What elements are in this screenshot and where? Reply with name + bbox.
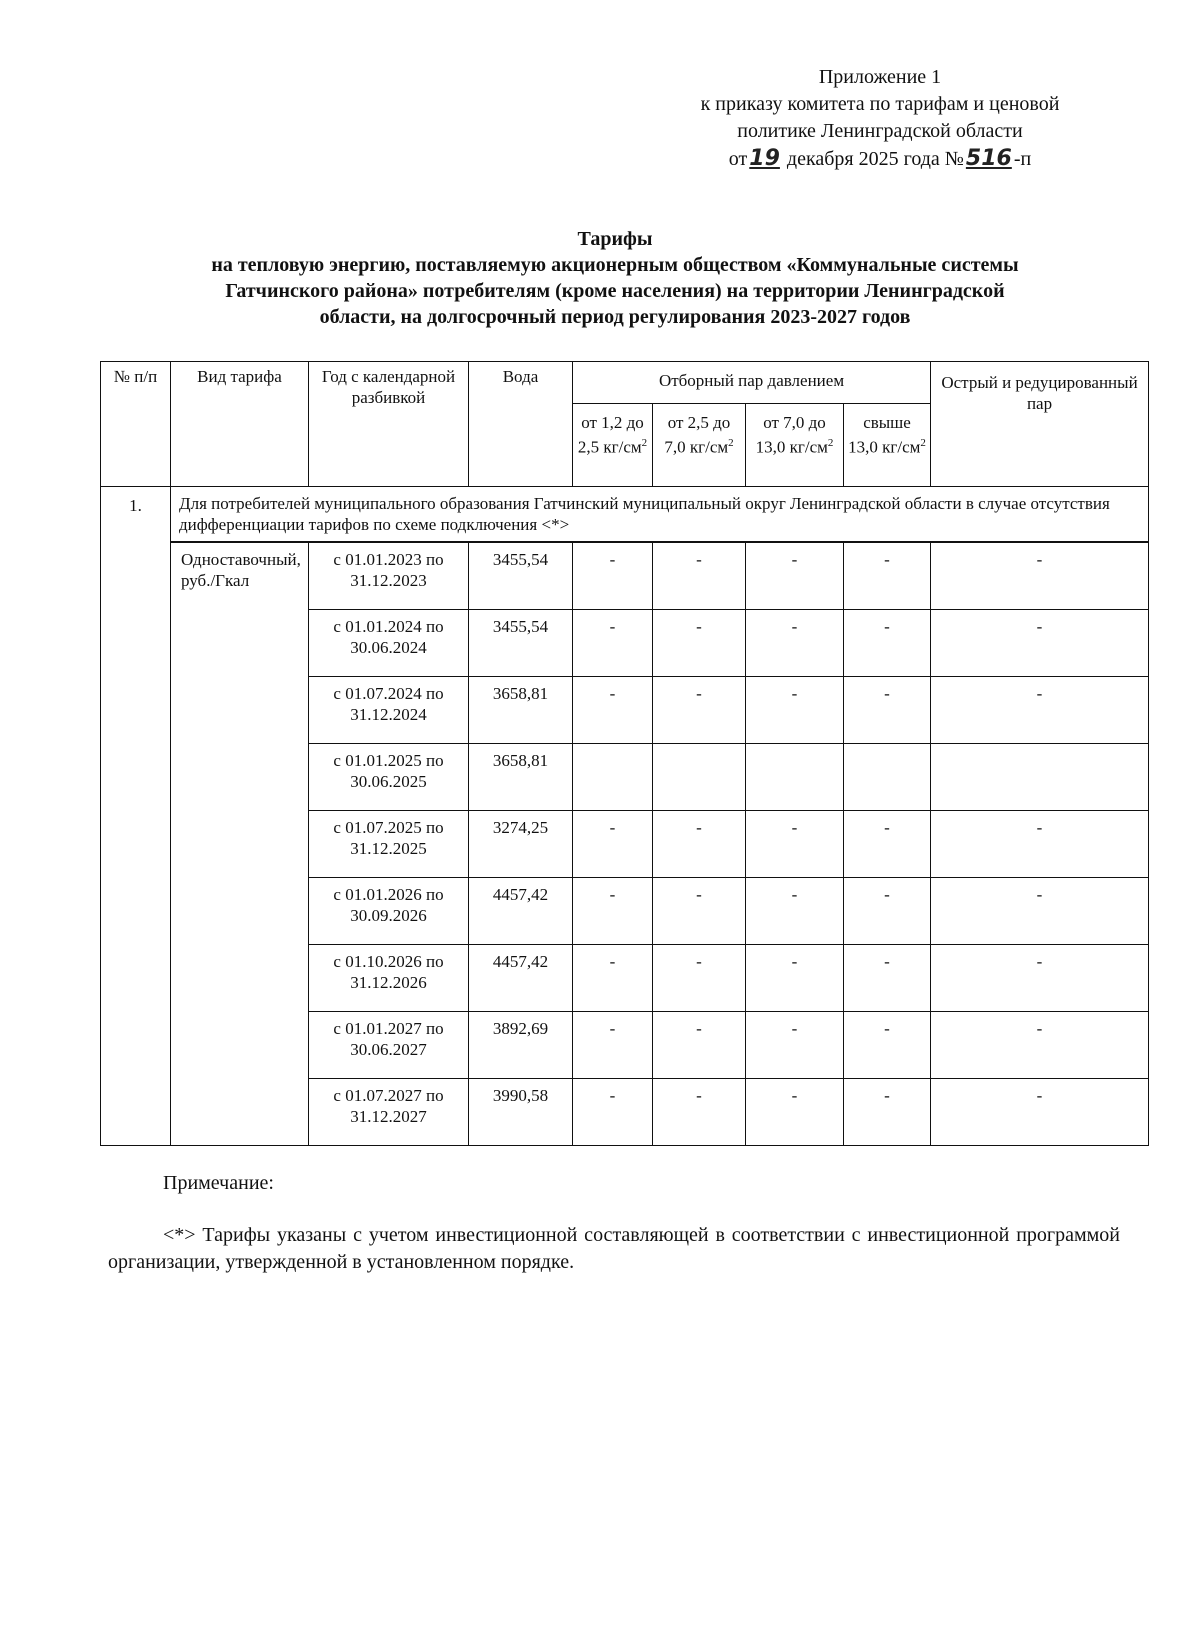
- p2-cell: [653, 744, 746, 811]
- p1-cell: -: [573, 811, 653, 878]
- p1-cell: -: [573, 543, 653, 610]
- p4-cell: -: [844, 610, 931, 677]
- annex-line-2: к приказу комитета по тарифам и ценовой: [700, 93, 1060, 115]
- header-pressure-3-text: от 7,0 до 13,0 кг/см: [755, 413, 828, 457]
- header-pressure-2-sup: 2: [728, 437, 734, 449]
- tariff-table: [100, 361, 1149, 1146]
- handwritten-number: 516: [965, 146, 1012, 171]
- header-sharp-steam: Острый и редуцированный пар: [931, 362, 1149, 487]
- p1-cell: -: [573, 1079, 653, 1146]
- p2-cell: -: [653, 677, 746, 744]
- water-cell: 3892,69: [469, 1012, 573, 1079]
- period-cell: с 01.01.2024 по 30.06.2024: [309, 610, 469, 677]
- consumer-group-note: Для потребителей муниципального образования Гатчинский муниципальный округ Ленинградской области в случае отсутствия дифференциации тарифов по схеме подключения <*>: [171, 487, 1149, 542]
- sharp-cell: -: [931, 543, 1149, 610]
- header-pressure-1: [573, 404, 653, 487]
- water-cell: 3274,25: [469, 811, 573, 878]
- header-pressure-2: [653, 404, 746, 487]
- number-suffix: -п: [1013, 148, 1032, 170]
- period-cell: с 01.01.2026 по 30.09.2026: [309, 878, 469, 945]
- title-line-4: области, на долгосрочный период регулирования 2023-2027 годов: [319, 306, 911, 328]
- row-number: 1.: [101, 487, 171, 1146]
- p4-cell: -: [844, 1079, 931, 1146]
- p3-cell: -: [746, 677, 844, 744]
- p4-cell: -: [844, 1012, 931, 1079]
- p3-cell: [746, 744, 844, 811]
- sharp-cell: -: [931, 1012, 1149, 1079]
- p2-cell: -: [653, 811, 746, 878]
- annex-date-line: [620, 145, 1140, 173]
- remark-heading: Примечание:: [163, 1172, 274, 1194]
- period-cell: с 01.01.2023 по 31.12.2023: [309, 543, 469, 610]
- header-pressure-1-sup: 2: [641, 437, 648, 449]
- p1-cell: -: [573, 878, 653, 945]
- p4-cell: -: [844, 543, 931, 610]
- header-type: Вид тарифа: [171, 362, 309, 487]
- table-row: [101, 543, 1149, 610]
- annex-header: [620, 64, 1140, 173]
- header-pressure-4: [844, 404, 931, 487]
- period-cell: с 01.07.2027 по 31.12.2027: [309, 1079, 469, 1146]
- p2-cell: -: [653, 945, 746, 1012]
- p3-cell: -: [746, 610, 844, 677]
- header-pressure-2-text: от 2,5 до 7,0 кг/см: [664, 413, 731, 457]
- p1-cell: -: [573, 610, 653, 677]
- p3-cell: -: [746, 1012, 844, 1079]
- header-pressure-4-text: свыше 13,0 кг/см: [848, 413, 921, 457]
- header-num: № п/п: [101, 362, 171, 487]
- sharp-cell: -: [931, 1079, 1149, 1146]
- header-pressure-3-sup: 2: [827, 437, 834, 449]
- p4-cell: -: [844, 878, 931, 945]
- annex-line-3: политике Ленинградской области: [737, 120, 1023, 142]
- tariff-type: Одноставочный, руб./Гкал: [171, 543, 309, 1146]
- water-cell: 3455,54: [469, 610, 573, 677]
- annex-line-1: Приложение 1: [818, 66, 942, 88]
- title-line-1: Тарифы: [577, 228, 653, 250]
- p2-cell: -: [653, 878, 746, 945]
- water-cell: 3990,58: [469, 1079, 573, 1146]
- p1-cell: -: [573, 677, 653, 744]
- date-prefix: от: [728, 148, 748, 170]
- p2-cell: -: [653, 1079, 746, 1146]
- remark-text: <*> Тарифы указаны с учетом инвестиционной составляющей в соответствии с инвестиционной программой организации, утвержденной в установленном порядке.: [108, 1224, 1120, 1273]
- period-cell: с 01.07.2024 по 31.12.2024: [309, 677, 469, 744]
- p4-cell: -: [844, 677, 931, 744]
- sharp-cell: -: [931, 878, 1149, 945]
- title-line-2: на тепловую энергию, поставляемую акционерным обществом «Коммунальные системы: [211, 254, 1019, 276]
- p4-cell: [844, 744, 931, 811]
- header-water: Вода: [469, 362, 573, 487]
- sharp-cell: -: [931, 677, 1149, 744]
- p3-cell: -: [746, 945, 844, 1012]
- p2-cell: -: [653, 543, 746, 610]
- period-cell: с 01.07.2025 по 31.12.2025: [309, 811, 469, 878]
- header-pressure-3: [746, 404, 844, 487]
- p4-cell: -: [844, 811, 931, 878]
- p1-cell: -: [573, 945, 653, 1012]
- period-cell: с 01.10.2026 по 31.12.2026: [309, 945, 469, 1012]
- sharp-cell: -: [931, 811, 1149, 878]
- header-pressure-4-sup: 2: [920, 437, 926, 449]
- p2-cell: -: [653, 1012, 746, 1079]
- sharp-cell: -: [931, 610, 1149, 677]
- p2-cell: -: [653, 610, 746, 677]
- title-line-3: Гатчинского района» потребителям (кроме населения) на территории Ленинградской: [225, 280, 1005, 302]
- water-cell: 4457,42: [469, 878, 573, 945]
- p3-cell: -: [746, 878, 844, 945]
- p3-cell: -: [746, 811, 844, 878]
- p3-cell: -: [746, 1079, 844, 1146]
- header-steam-group: Отборный пар давлением: [573, 362, 931, 404]
- header-pressure-1-text: от 1,2 до 2,5 кг/см: [577, 413, 644, 457]
- water-cell: 3455,54: [469, 543, 573, 610]
- header-year: Год с календарной разбивкой: [309, 362, 469, 487]
- water-cell: 4457,42: [469, 945, 573, 1012]
- period-cell: с 01.01.2025 по 30.06.2025: [309, 744, 469, 811]
- date-mid: декабря 2025 года №: [786, 148, 964, 170]
- sharp-cell: -: [931, 945, 1149, 1012]
- period-cell: с 01.01.2027 по 30.06.2027: [309, 1012, 469, 1079]
- p1-cell: [573, 744, 653, 811]
- water-cell: 3658,81: [469, 744, 573, 811]
- document-title: [105, 226, 1125, 330]
- p3-cell: -: [746, 543, 844, 610]
- p1-cell: -: [573, 1012, 653, 1079]
- water-cell: 3658,81: [469, 677, 573, 744]
- handwritten-day: 19: [749, 146, 780, 171]
- p4-cell: -: [844, 945, 931, 1012]
- sharp-cell: [931, 744, 1149, 811]
